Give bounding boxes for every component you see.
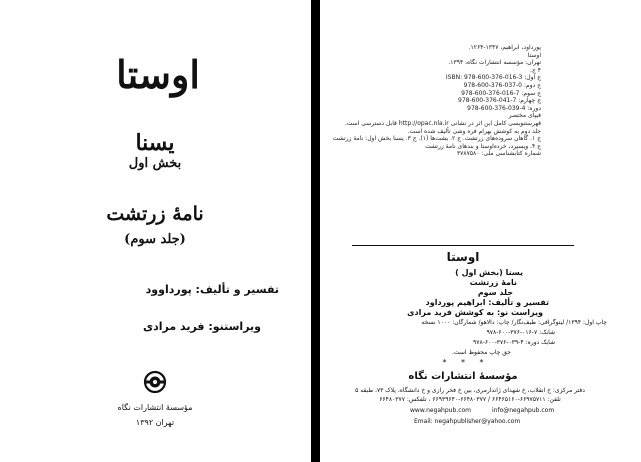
copyright-publisher: مؤسسهٔ انتشارات نگاه bbox=[408, 371, 518, 382]
cip-line: اوستا bbox=[527, 51, 541, 59]
separator-stars: * * * bbox=[442, 358, 490, 367]
publication-year: تهران ۱۳۹۲ bbox=[135, 418, 175, 427]
cip-line: ج ۴. ویسپرد، خرده‌اوستا و بندهای نامهٔ زرتشت bbox=[425, 142, 541, 150]
publisher-address: دفتر مرکزی: خ انقلاب، خ شهدای ژاندارمری، بین خ فخر رازی و خ دانشگاه، پلاک ۷۳، طبقه ۵ bbox=[355, 387, 585, 394]
book-part: بخش اول bbox=[128, 156, 182, 171]
publisher-email[interactable]: info@negahpub.com bbox=[492, 407, 555, 414]
detail-editor: ویراست نو: به کوشش فرید مرادی bbox=[407, 308, 543, 317]
title-page bbox=[0, 0, 311, 462]
detail-subtitle: یسنا (بخش اول ) bbox=[455, 268, 523, 277]
detail-rights: حق چاپ محفوظ است. bbox=[452, 349, 511, 356]
detail-series: نامهٔ زرتشت bbox=[469, 278, 517, 287]
cataloging-data bbox=[333, 44, 541, 158]
cip-line: جلد دوم به کوشش بهرام فره وشی تألیف شده است. bbox=[407, 127, 541, 135]
detail-isbn-set: شابک دوره: ۴-۰۳۹-۳۷۶-۶۰۰-۹۷۸ bbox=[473, 339, 555, 346]
cip-line: پورداود، ابراهیم، ۱۳۴۷-۱۲۶۴. bbox=[468, 44, 541, 51]
book-title: اوستا bbox=[116, 52, 200, 97]
publisher-name: مؤسسهٔ انتشارات نگاه bbox=[117, 403, 193, 412]
page-gutter bbox=[311, 0, 320, 462]
cip-line: ج سوم: 7-016-376-600-978 bbox=[461, 89, 541, 97]
cip-line: تهران: مؤسسه انتشارات نگاه، ۱۳۹۴. bbox=[448, 59, 541, 67]
cip-line: ج اول: 3-016-376-600-978 :ISBN bbox=[445, 74, 541, 82]
book-subtitle: یسنا bbox=[135, 130, 175, 156]
publisher-website[interactable]: www.negahpub.com bbox=[410, 407, 472, 414]
detail-volume: جلد سوم bbox=[477, 288, 513, 297]
book-series-title: نامهٔ زرتشت bbox=[106, 203, 204, 225]
detail-print-info: چاپ اول: ۱۳۹۴/ لیتوگرافی: طیف‌نگار/ چاپ: دالاهو/ شمارگان: ۱۰۰۰ نسخه bbox=[421, 319, 607, 326]
cip-line: ۴ ج. bbox=[530, 66, 541, 74]
cip-line: ج چهارم: 7-041-376-600-978 bbox=[458, 97, 541, 105]
cip-line: فیپای مختصر bbox=[508, 112, 541, 120]
book-volume: (جلد سوم) bbox=[124, 232, 186, 247]
publisher-email-alt[interactable]: Email: negahpublisher@yahoo.com bbox=[414, 418, 521, 425]
copyright-page bbox=[320, 0, 641, 462]
cip-line: فهرستنویسی کامل این اثر در نشانی http://opac.nla.ir قابل دسترسی است. bbox=[344, 119, 541, 127]
copyright-book-title: اوستا bbox=[446, 250, 480, 264]
detail-author: تفسیر و تألیف: ابراهیم پورداود bbox=[425, 298, 549, 307]
cip-line: ج ۱. گاهان سروده‌های زرتشت. ج ۲. یشت‌ها (۱). ج ۳. یسنا بخش اول: نامهٔ زرتشت bbox=[332, 135, 541, 143]
cip-line: شماره کتابشناسی ملی: ۳۷۸۷۵۸۰ bbox=[456, 150, 541, 158]
author-credit: تفسیر و تألیف: پورداوود bbox=[145, 283, 279, 296]
book-details bbox=[407, 268, 607, 358]
cip-line: دوره: 4-039-376-600-978 bbox=[467, 104, 541, 112]
publisher-phone: تلفن: ۶۶۹۷۵۷۱۱-۶۶۴۶۵۱۶۰ / ۶۶۴۸۰۳۷۷-۶۶۹۳۹۶۴۰ ، تلفکس: ۶۶۴۸۰۳۷۷ bbox=[379, 396, 561, 403]
top-divider bbox=[352, 245, 574, 246]
publisher-logo bbox=[143, 370, 167, 394]
cip-line: ج دوم: 0-037-376-600-978 bbox=[463, 81, 541, 89]
detail-isbn: شابک: ۷-۰۱۶-۳۷۶-۶۰۰-۹۷۸ bbox=[486, 329, 555, 336]
editor-credit: ویراستنو: فرید مرادی bbox=[142, 320, 261, 333]
